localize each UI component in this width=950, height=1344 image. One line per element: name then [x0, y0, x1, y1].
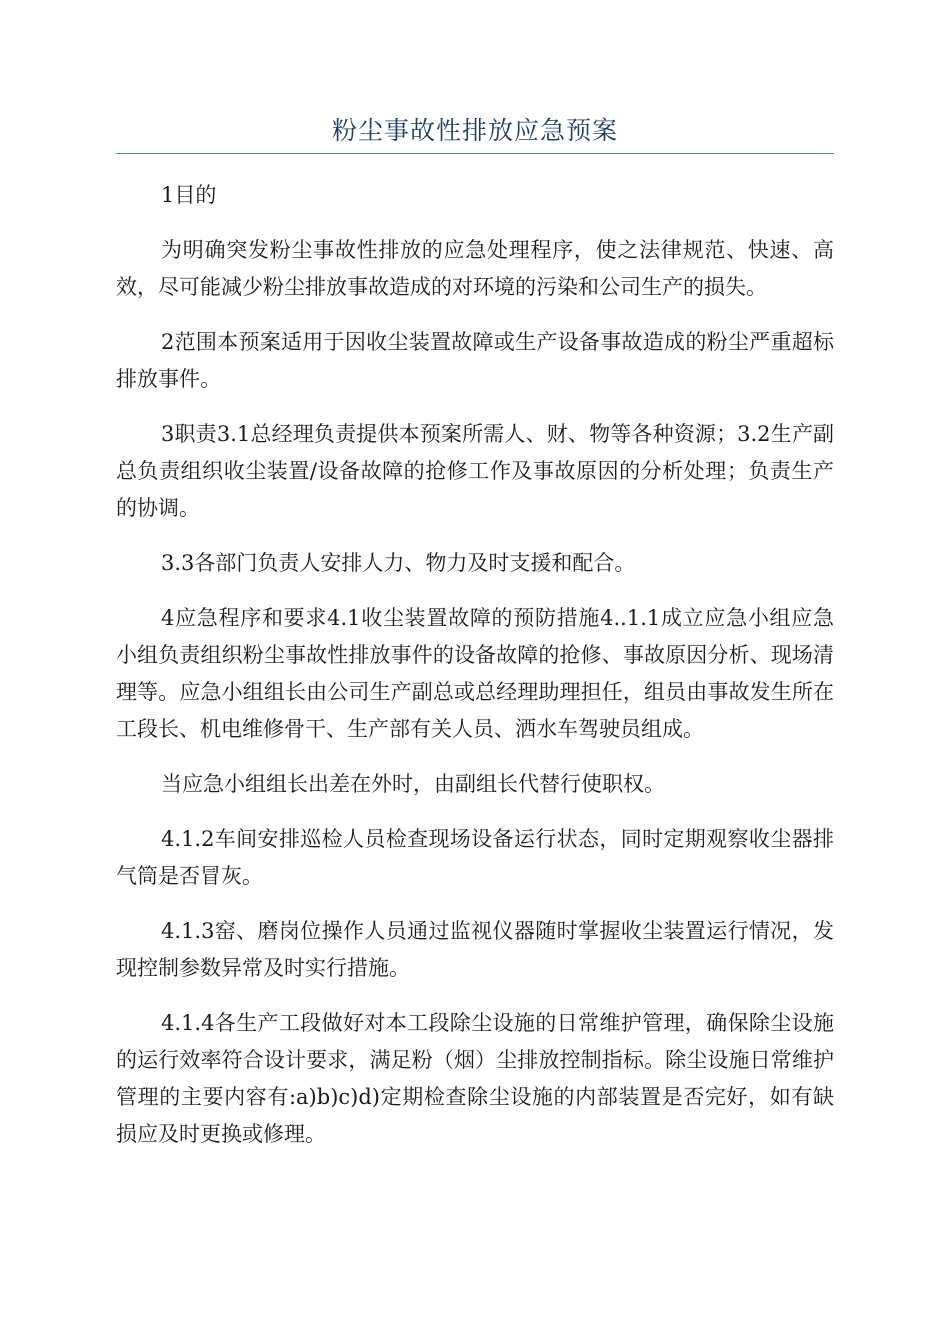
paragraph-purpose-heading: 1目的 — [161, 183, 217, 207]
document-title: 粉尘事故性排放应急预案 — [331, 116, 618, 145]
paragraph-scope: 2范围本预案适用于因收尘装置故障或生产设备事故造成的粉尘严重超标排放事件。 — [116, 330, 834, 391]
paragraph-deputy-leader: 当应急小组组长出差在外时，由副组长代替行使职权。 — [161, 772, 665, 796]
paragraph-emergency-procedure: 4应急程序和要求4.1收尘装置故障的预防措施4..1.1成立应急小组应急小组负责组织粉尘事故性排放事件的设备故障的抢修、事故原因分析、现场清理等。应急小组组长由公司生产副总或总经理助理担任，组员由事故发生所在工段长、机电维修骨干、生产部有关人员、洒水车驾驶员组成。 — [116, 606, 834, 741]
paragraph-responsibilities: 3职责3.1总经理负责提供本预案所需人、财、物等各种资源；3.2生产副总负责组织收尘装置/设备故障的抢修工作及事故原因的分析处理；负责生产的协调。 — [116, 422, 834, 520]
paragraph-maintenance: 4.1.4各生产工段做好对本工段除尘设施的日常维护管理，确保除尘设施的运行效率符合设计要求，满足粉（烟）尘排放控制指标。除尘设施日常维护管理的主要内容有:a)b)c)d)定期检查除尘设施的内部装置是否完好，如有缺损应及时更换或修理。 — [116, 1011, 834, 1146]
paragraph-department-support: 3.3各部门负责人安排人力、物力及时支援和配合。 — [161, 551, 636, 575]
title-underline — [116, 153, 834, 154]
document-body — [116, 177, 834, 1171]
paragraph-purpose: 为明确突发粉尘事故性排放的应急处理程序，使之法律规范、快速、高效，尽可能减少粉尘排放事故造成的对环境的污染和公司生产的损失。 — [116, 238, 834, 299]
paragraph-inspection: 4.1.2车间安排巡检人员检查现场设备运行状态，同时定期观察收尘器排气筒是否冒灰。 — [116, 827, 834, 888]
paragraph-monitoring: 4.1.3窑、磨岗位操作人员通过监视仪器随时掌握收尘装置运行情况，发现控制参数异常及时实行措施。 — [116, 919, 834, 980]
